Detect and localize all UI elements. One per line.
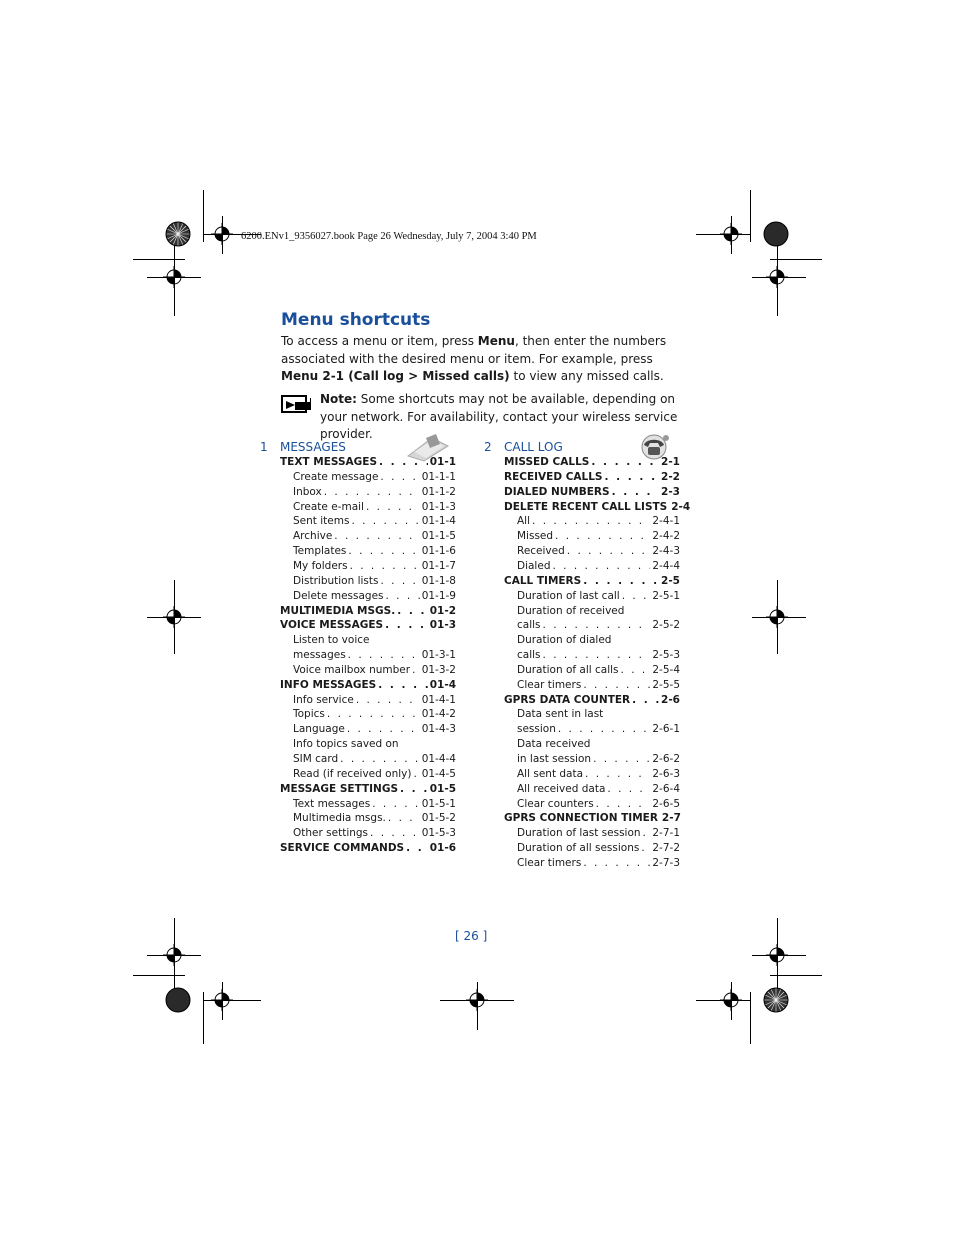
note-label: Note: <box>320 392 357 406</box>
note-paragraph <box>320 391 682 444</box>
dot-leader <box>632 694 659 706</box>
shortcut-code: 2-1 <box>661 456 680 468</box>
shortcut-code: 2-6-4 <box>652 782 680 795</box>
menu-heading-row <box>504 486 680 501</box>
shortcut-code: 01-1 <box>429 456 456 468</box>
shortcut-code: 01-1-7 <box>421 559 456 572</box>
menu-item-label: Delete messages <box>293 589 384 602</box>
dot-leader <box>543 649 651 661</box>
shortcut-code: 2-3 <box>661 485 680 498</box>
dot-leader <box>378 679 428 691</box>
dot-leader <box>327 708 420 720</box>
registration-target-icon <box>211 989 233 1011</box>
menu-item-row <box>517 783 680 798</box>
dot-leader <box>350 560 420 572</box>
shortcut-code: 2-7-1 <box>652 827 680 840</box>
dot-leader <box>621 664 651 676</box>
dot-leader <box>583 857 650 869</box>
menu-item-label: DELETE RECENT CALL LISTS <box>504 500 668 513</box>
menu-heading-row <box>504 471 680 486</box>
menu-item-label: CALL TIMERS <box>504 574 582 587</box>
registration-target-icon <box>211 223 233 245</box>
menu-item-row <box>293 708 456 723</box>
shortcut-code: 01-1-3 <box>421 500 456 513</box>
menu-item-label: calls <box>517 649 541 662</box>
menu-item-row <box>517 530 680 545</box>
section-title-call-log: CALL LOG <box>504 440 563 454</box>
menu-item-row <box>517 560 680 575</box>
dot-leader <box>596 798 651 810</box>
shortcut-code: 2-6-1 <box>652 723 680 736</box>
shortcut-code: 2-6-5 <box>652 797 680 810</box>
shortcut-code: 01-4-3 <box>421 723 456 736</box>
shortcut-code: 2-5-1 <box>652 589 680 602</box>
menu-item-label: Other settings <box>293 827 369 840</box>
note-icon <box>281 393 312 415</box>
menu-heading-row <box>504 694 680 709</box>
dot-leader <box>607 783 650 795</box>
registration-wheel-icon <box>165 987 191 1013</box>
menu-item-row <box>517 590 680 605</box>
dot-leader <box>372 798 419 810</box>
shortcut-code: 01-2 <box>429 604 456 617</box>
menu-item-label: Duration of dialed <box>517 634 612 647</box>
menu-item-label: RECEIVED CALLS <box>504 470 603 483</box>
dot-leader <box>351 515 419 527</box>
section-title-messages: MESSAGES <box>280 440 346 454</box>
menu-item-label: Duration of last session <box>517 827 641 840</box>
menu-item-label: MULTIMEDIA MSGS. <box>280 604 396 617</box>
menu-item-label: Create e-mail <box>293 500 364 513</box>
shortcut-code: 2-5-5 <box>652 678 680 691</box>
menu-heading-row <box>280 842 456 857</box>
menu-item-label: Duration of all sessions <box>517 842 640 855</box>
menu-item-label: Inbox <box>293 485 322 498</box>
menu-item-row <box>293 723 456 738</box>
shortcut-code: 01-6 <box>429 842 456 855</box>
dot-leader <box>348 545 419 557</box>
shortcut-code: 01-1-9 <box>421 589 456 602</box>
dot-leader <box>340 753 420 765</box>
dot-leader <box>591 456 659 468</box>
menu-heading-row <box>504 575 680 590</box>
registration-target-icon <box>163 606 185 628</box>
menu-item-label: Clear timers <box>517 856 582 869</box>
menu-item-label: Clear counters <box>517 797 594 810</box>
shortcut-code: 01-3-2 <box>421 663 456 676</box>
shortcut-code: 01-1-4 <box>421 515 456 528</box>
dot-leader <box>381 575 420 587</box>
menu-item-row <box>293 471 456 486</box>
menu-item-label: Language <box>293 723 345 736</box>
menu-item-label: Create message <box>293 470 379 483</box>
menu-item-label: DIALED NUMBERS <box>504 485 610 498</box>
menu-item-label: SIM card <box>293 753 339 765</box>
menu-heading-row <box>280 456 456 471</box>
dot-leader <box>348 649 420 661</box>
intro-text: To access a menu or item, press <box>281 334 478 348</box>
shortcut-code: 2-5-4 <box>652 663 680 676</box>
menu-item-label: Multimedia msgs. <box>293 812 386 825</box>
crop-line <box>750 190 751 242</box>
menu-item-label: All <box>517 515 531 528</box>
crop-line <box>750 992 751 1044</box>
dot-leader <box>622 590 651 602</box>
dot-leader <box>412 664 420 676</box>
shortcut-code: 2-4-4 <box>652 559 680 572</box>
menu-item-label: VOICE MESSAGES <box>280 619 384 632</box>
menu-item-row <box>293 798 456 813</box>
dot-leader <box>585 768 650 780</box>
registration-target-icon <box>766 944 788 966</box>
menu-item-label: Duration of received <box>517 604 625 617</box>
shortcut-code: 2-4-2 <box>652 530 680 543</box>
menu-item-row <box>517 842 680 857</box>
print-header: 6200.ENv1_9356027.book Page 26 Wednesday, July 7, 2004 3:40 PM <box>241 231 537 242</box>
menu-item-row <box>517 857 680 872</box>
menu-item-label: in last session <box>517 753 592 765</box>
menu-item-row <box>293 753 456 768</box>
menu-item-label: Dialed <box>517 559 551 572</box>
shortcut-code: 01-5-3 <box>421 827 456 840</box>
menu-item-label: messages <box>293 649 346 662</box>
dot-leader <box>583 575 659 587</box>
menu-item-row <box>517 768 680 783</box>
menu-heading-row <box>280 619 456 634</box>
dot-leader <box>380 471 419 483</box>
menu-item-row <box>293 560 456 575</box>
shortcut-code: 2-4-1 <box>652 515 680 528</box>
menu-item-label: Clear timers <box>517 678 582 691</box>
dot-leader <box>543 619 651 631</box>
shortcut-code: 2-2 <box>661 470 680 483</box>
dot-leader <box>366 501 420 513</box>
menu-heading-row <box>504 456 680 471</box>
dot-leader <box>386 590 420 602</box>
dot-leader <box>397 605 428 617</box>
intro-paragraph <box>281 333 681 386</box>
menu-item-row <box>293 545 456 560</box>
menu-item-row <box>517 723 680 738</box>
menu-item-row <box>293 501 456 516</box>
menu-item-label: GPRS DATA COUNTER <box>504 693 631 706</box>
menu-heading-row <box>280 783 456 798</box>
registration-wheel-icon <box>763 987 789 1013</box>
menu-item-row <box>293 515 456 530</box>
menu-item-label: TEXT MESSAGES <box>280 456 378 468</box>
menu-heading-row <box>504 812 680 827</box>
shortcut-code: 2-5-3 <box>652 649 680 662</box>
registration-target-icon <box>720 223 742 245</box>
dot-leader <box>334 530 419 542</box>
menu-heading-row <box>504 500 691 516</box>
menu-item-label: calls <box>517 619 541 632</box>
shortcut-code: 2-4 <box>671 500 691 513</box>
menu-item-row <box>293 649 456 664</box>
menu-item-row <box>517 515 680 530</box>
shortcut-code: 01-3 <box>429 619 456 632</box>
menu-item-label: Distribution lists <box>293 574 379 587</box>
shortcut-code: 2-7 <box>661 812 681 825</box>
menu-heading-row <box>280 679 456 694</box>
shortcut-code: 01-1-5 <box>421 530 456 543</box>
menu-heading-row <box>280 605 456 620</box>
registration-target-icon <box>163 944 185 966</box>
intro-text: , then enter the numbers associated with the desired menu or item. For example, press <box>281 334 667 366</box>
dot-leader <box>567 545 651 557</box>
dot-leader <box>643 827 651 839</box>
menu-item-row <box>293 590 456 605</box>
dot-leader <box>532 515 650 527</box>
shortcut-code: 01-5 <box>429 782 456 795</box>
dot-leader <box>370 827 420 839</box>
crop-line <box>133 259 185 260</box>
dot-leader <box>605 471 660 483</box>
menu-item-label: INFO MESSAGES <box>280 678 377 691</box>
dot-leader <box>388 812 420 824</box>
dot-leader <box>552 560 650 572</box>
intro-example: Menu 2-1 (Call log > Missed calls) <box>281 369 510 383</box>
menu-item-row <box>293 694 456 709</box>
dot-leader <box>593 753 650 765</box>
menu-item-label: Duration of last call <box>517 589 620 602</box>
menu-item-row <box>517 664 680 679</box>
menu-item-row <box>517 708 680 723</box>
dot-leader <box>413 768 419 780</box>
shortcut-code: 01-1-6 <box>421 545 456 558</box>
menu-item-row <box>517 679 680 694</box>
section-number: 2 <box>484 440 492 454</box>
dot-leader <box>583 679 650 691</box>
shortcut-code: 2-5 <box>661 574 680 587</box>
page-number: [ 26 ] <box>455 929 488 943</box>
registration-target-icon <box>163 266 185 288</box>
shortcut-code: 01-4-4 <box>421 753 456 765</box>
menu-item-row <box>517 619 680 634</box>
shortcut-code: 01-1-2 <box>421 485 456 498</box>
shortcut-code: 2-7-2 <box>652 842 680 855</box>
menu-item-label: Duration of all calls <box>517 663 619 676</box>
registration-target-icon <box>720 989 742 1011</box>
menu-item-row <box>517 605 680 620</box>
dot-leader <box>406 842 428 854</box>
intro-menu-key: Menu <box>477 334 515 348</box>
registration-wheel-icon <box>763 221 789 247</box>
shortcut-code: 01-3-1 <box>421 649 456 662</box>
dot-leader <box>641 842 650 854</box>
menu-item-row <box>517 649 680 664</box>
menu-item-row <box>517 545 680 560</box>
menu-item-label: Info topics saved on <box>293 738 399 751</box>
registration-target-icon <box>466 989 488 1011</box>
menu-item-row <box>517 753 680 768</box>
menu-item-label: My folders <box>293 559 348 572</box>
menu-item-label: Text messages <box>293 797 371 810</box>
menu-item-row <box>293 827 456 842</box>
menu-item-row <box>293 575 456 590</box>
shortcut-code: 2-5-2 <box>652 619 680 632</box>
menu-item-row <box>293 812 456 827</box>
menu-item-row <box>517 827 680 842</box>
menu-item-label: Info service <box>293 693 354 706</box>
shortcut-code: 01-4-5 <box>421 767 456 780</box>
menu-item-label: All received data <box>517 782 606 795</box>
menu-item-label: SERVICE COMMANDS <box>280 842 405 855</box>
menu-item-row <box>517 634 680 649</box>
dot-leader <box>324 486 420 498</box>
shortcut-code: 01-1-8 <box>421 574 456 587</box>
crop-line <box>133 975 185 976</box>
menu-item-row <box>293 486 456 501</box>
shortcut-code: 01-5-2 <box>421 812 456 825</box>
intro-text: to view any missed calls. <box>509 369 664 383</box>
menu-item-label: MESSAGE SETTINGS <box>280 782 399 795</box>
shortcut-code: 01-4-1 <box>421 693 456 706</box>
menu-item-label: Data sent in last <box>517 708 604 721</box>
menu-item-label: Data received <box>517 738 591 751</box>
shortcut-code: 2-6 <box>661 693 680 706</box>
menu-item-label: Sent items <box>293 515 350 528</box>
menu-item-row <box>517 738 680 753</box>
registration-wheel-icon <box>165 221 191 247</box>
menu-item-label: Read (if received only) <box>293 767 412 780</box>
shortcut-code: 01-5-1 <box>421 797 456 810</box>
shortcut-code: 2-7-3 <box>652 856 680 869</box>
menu-item-row <box>293 664 456 679</box>
menu-item-label: Archive <box>293 530 333 543</box>
shortcut-code: 2-6-2 <box>652 753 680 765</box>
menu-item-row <box>517 798 680 813</box>
shortcut-code: 01-4 <box>429 678 456 691</box>
menu-item-row <box>293 738 456 753</box>
menu-item-label: Topics <box>293 708 325 721</box>
menu-item-row <box>293 634 456 649</box>
dot-leader <box>385 619 428 631</box>
menu-item-row <box>293 530 456 545</box>
menu-item-label: Voice mailbox number <box>293 663 411 676</box>
section-number: 1 <box>260 440 268 454</box>
shortcut-code: 01-4-2 <box>421 708 456 721</box>
dot-leader <box>612 486 659 498</box>
menu-item-label: Listen to voice <box>293 634 370 647</box>
shortcut-code: 01-1-1 <box>421 470 456 483</box>
page-title: Menu shortcuts <box>281 310 431 330</box>
menu-item-label: Templates <box>293 545 347 558</box>
menu-item-label: session <box>517 723 556 736</box>
shortcut-code: 2-4-3 <box>652 545 680 558</box>
dot-leader <box>356 694 420 706</box>
dot-leader <box>400 783 428 795</box>
menu-item-label: Received <box>517 545 565 558</box>
menu-item-label: GPRS CONNECTION TIMER <box>504 812 658 825</box>
registration-target-icon <box>766 266 788 288</box>
registration-target-icon <box>766 606 788 628</box>
dot-leader <box>558 723 651 735</box>
dot-leader <box>379 456 428 468</box>
menu-item-label: All sent data <box>517 767 584 780</box>
shortcut-code: 2-6-3 <box>652 767 680 780</box>
dot-leader <box>347 723 420 735</box>
note-text: Some shortcuts may not be available, depending on your network. For availability, contact your wireless service provider. <box>320 392 678 441</box>
menu-item-row <box>293 768 456 783</box>
menu-item-label: Missed <box>517 530 554 543</box>
dot-leader <box>555 530 650 542</box>
menu-item-label: MISSED CALLS <box>504 456 590 468</box>
